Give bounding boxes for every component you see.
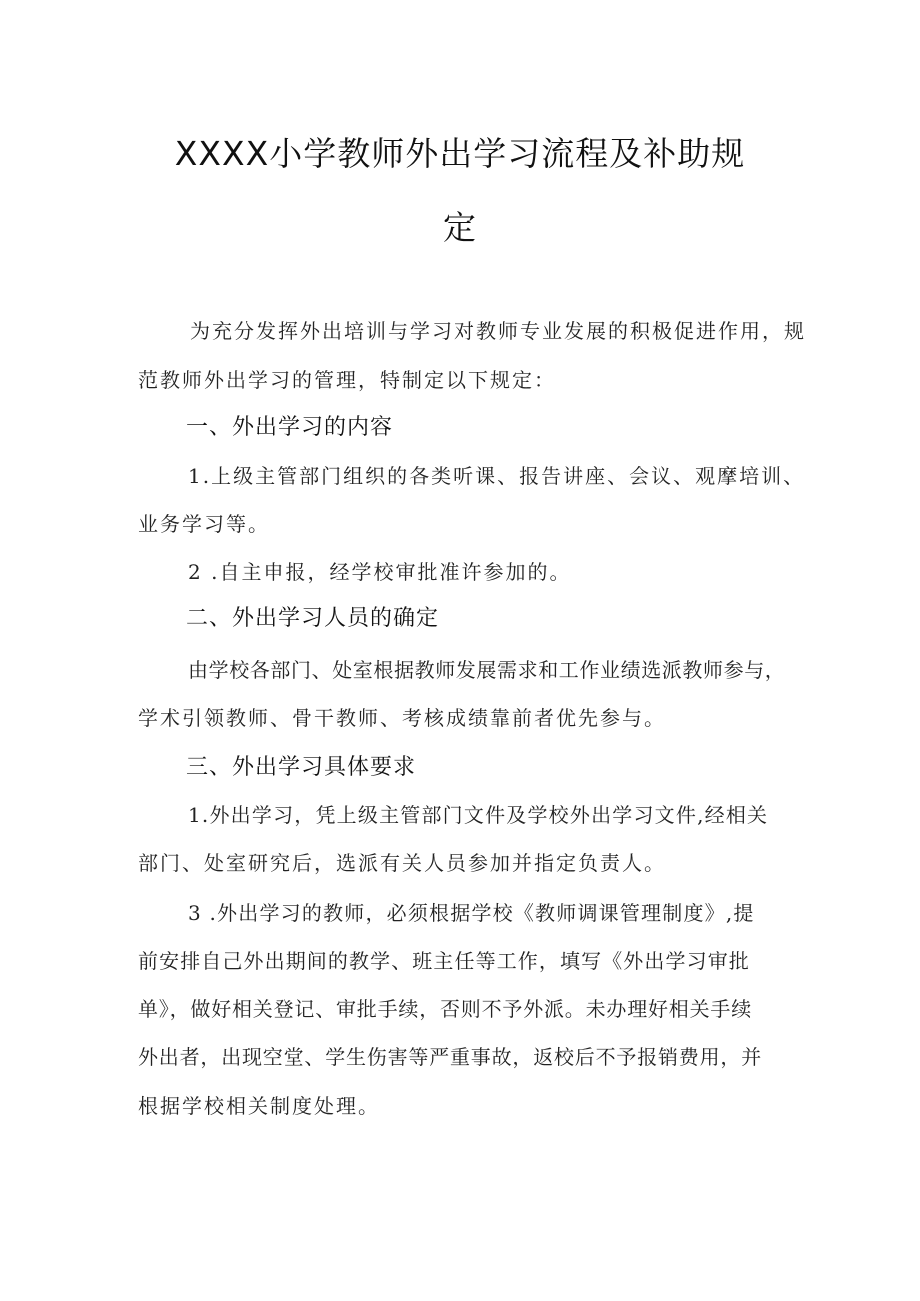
section-2-line-1: 由学校各部门、处室根据教师发展需求和工作业绩选派教师参与， bbox=[188, 658, 786, 682]
section-1-item-2: 2 .自主申报，经学校审批准许参加的。 bbox=[188, 560, 572, 584]
section-3-item-3-line-4: 外出者，出现空堂、学生伤害等严重事故，返校后不予报销费用，并 bbox=[138, 1045, 762, 1069]
intro-line-2: 范教师外出学习的管理，特制定以下规定： bbox=[138, 368, 556, 392]
section-3-item-3-line-3: 单》，做好相关登记、审批手续，否则不予外派。未办理好相关手续 bbox=[138, 997, 752, 1021]
section-3-item-1-line-2: 部门、处室研究后，选派有关人员参加并指定负责人。 bbox=[138, 851, 666, 875]
section-3-item-3-line-1: 3 .外出学习的教师，必须根据学校《教师调课管理制度》,提 bbox=[188, 901, 755, 925]
section-3-item-3-line-5: 根据学校相关制度处理。 bbox=[138, 1094, 380, 1118]
intro-line-1: 为充分发挥外出培训与学习对教师专业发展的积极促进作用，规 bbox=[190, 319, 806, 343]
section-3-item-1-line-1: 1.外出学习，凭上级主管部门文件及学校外出学习文件,经相关 bbox=[188, 803, 769, 827]
section-3-item-3-line-2: 前安排自己外出期间的教学、班主任等工作，填写《外出学习审批 bbox=[138, 949, 750, 973]
section-1-heading: 一、外出学习的内容 bbox=[186, 415, 394, 440]
section-1-item-1-line-2: 业务学习等。 bbox=[138, 512, 270, 536]
section-2-heading: 二、外出学习人员的确定 bbox=[186, 606, 440, 631]
document-title-line-1: XXXX小学教师外出学习流程及补助规 bbox=[174, 134, 746, 173]
section-2-line-2: 学术引领教师、骨干教师、考核成绩靠前者优先参与。 bbox=[138, 706, 666, 730]
section-1-item-1-line-1: 1.上级主管部门组织的各类听课、报告讲座、会议、观摩培训、 bbox=[188, 464, 806, 488]
document-title-line-2: 定 bbox=[443, 208, 477, 247]
section-3-heading: 三、外出学习具体要求 bbox=[186, 755, 417, 780]
